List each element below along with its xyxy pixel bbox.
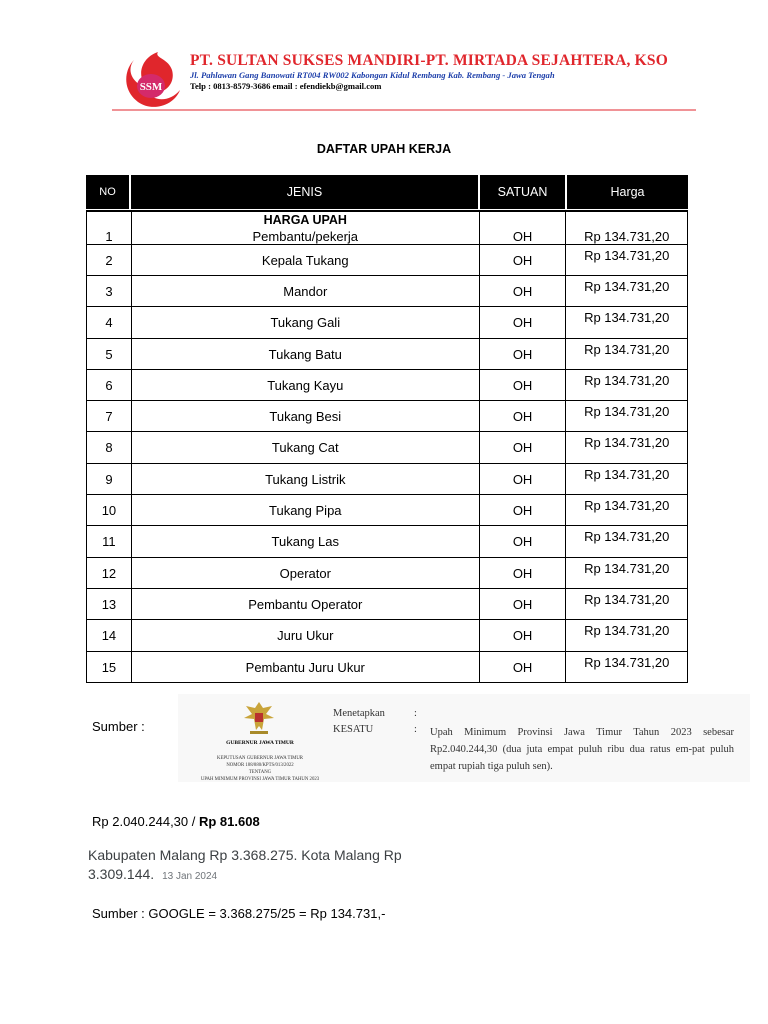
section-label: HARGA UPAH (132, 212, 480, 228)
cell-jenis: Juru Ukur (132, 620, 480, 651)
cell-satuan: OH (480, 432, 567, 463)
decree-line-1: KEPUTUSAN GUBERNUR JAWA TIMUR (216, 756, 303, 761)
cell-satuan: OH (480, 401, 567, 431)
decree-issuer: GUBERNUR JAWA TIMUR (226, 740, 294, 746)
cell-satuan: OH (480, 245, 567, 275)
cell-jenis: Operator (132, 558, 480, 588)
cell-no: 12 (87, 558, 132, 588)
cell-satuan: OH (480, 228, 567, 244)
cell-harga: Rp 134.731,20 (584, 623, 670, 638)
decree-menetapkan: Menetapkan (333, 708, 385, 719)
garuda-emblem-icon (238, 698, 280, 736)
cell-satuan: OH (480, 526, 567, 557)
cell-harga: Rp 134.731,20 (584, 561, 670, 576)
cell-no: 9 (87, 464, 132, 494)
cell-no: 10 (87, 495, 132, 525)
cell-harga: Rp 134.731,20 (584, 310, 670, 325)
letterhead-rule (112, 94, 696, 112)
malang-snippet-date: 13 Jan 2024 (162, 871, 218, 882)
cell-harga: Rp 134.731,20 (584, 342, 670, 357)
cell-jenis: Tukang Las (132, 526, 480, 557)
malang-snippet-text: Kabupaten Malang Rp 3.368.275. Kota Malang Rp 3.309.144. (88, 847, 402, 882)
cell-jenis: Tukang Pipa (132, 495, 480, 525)
cell-satuan: OH (480, 464, 567, 494)
cell-jenis: Tukang Cat (132, 432, 480, 463)
cell-no: 8 (87, 432, 132, 463)
cell-satuan: OH (480, 589, 567, 619)
table-row (86, 526, 688, 558)
table-row (86, 432, 688, 464)
logo-text: SSM (139, 81, 163, 93)
table-row (86, 620, 688, 652)
cell-no: 13 (87, 589, 132, 619)
table-row (86, 495, 688, 526)
table-body (86, 228, 688, 683)
cell-no: 7 (87, 401, 132, 431)
header-harga: Harga (610, 185, 645, 199)
cell-satuan: OH (480, 339, 567, 369)
decree-colon-2: : (414, 724, 417, 735)
cell-jenis: Tukang Besi (132, 401, 480, 431)
cell-harga: Rp 134.731,20 (584, 228, 670, 244)
table-row (86, 652, 688, 683)
company-contact: Telp : 0813-8579-3686 email : efendiekb@gmail.com (190, 81, 382, 91)
decree-kesatu: KESATU (333, 724, 374, 735)
cell-satuan: OH (480, 307, 567, 338)
decree-line-4: UPAH MINIMUM PROVINSI JAWA TIMUR TAHUN 2023 (200, 777, 320, 782)
cell-satuan: OH (480, 558, 567, 588)
cell-jenis: Mandor (132, 276, 480, 306)
cell-no: 15 (87, 652, 132, 682)
table-row (86, 307, 688, 339)
cell-no: 6 (87, 370, 132, 400)
cell-jenis: Pembantu/pekerja (132, 228, 480, 244)
table-row (86, 401, 688, 432)
cell-satuan: OH (480, 495, 567, 525)
table-row (86, 589, 688, 620)
decree-colon-1: : (414, 708, 417, 719)
cell-jenis: Pembantu Juru Ukur (132, 652, 480, 682)
cell-jenis: Tukang Gali (132, 307, 480, 338)
cell-satuan: OH (480, 652, 567, 682)
wage-calculation-daily: Rp 81.608 (198, 814, 260, 829)
cell-jenis: Tukang Kayu (132, 370, 480, 400)
cell-harga: Rp 134.731,20 (584, 655, 670, 670)
cell-jenis: Tukang Listrik (132, 464, 480, 494)
cell-no: 14 (87, 620, 132, 651)
cell-harga: Rp 134.731,20 (584, 373, 670, 388)
decree-text: Upah Minimum Provinsi Jawa Timur Tahun 2023 sebesar Rp2.040.244,30 (dua juta empat puluh ribu dua ratus em-pat puluh empat rupiah tiga puluh sen). (430, 727, 734, 772)
cell-satuan: OH (480, 276, 567, 306)
table-row (86, 276, 688, 307)
malang-snippet (88, 846, 408, 886)
section-cell-satuan (480, 212, 567, 228)
cell-harga: Rp 134.731,20 (584, 248, 670, 263)
company-address: Jl. Pahlawan Gang Banowati RT004 RW002 Kabongan Kidul Rembang Kab. Rembang - Jawa Tengah (190, 70, 555, 80)
table-row (86, 228, 688, 245)
cell-no: 2 (87, 245, 132, 275)
document-title: DAFTAR UPAH KERJA (316, 142, 452, 156)
section-row (86, 211, 688, 228)
section-cell-harga (566, 212, 687, 228)
cell-harga: Rp 134.731,20 (584, 435, 670, 450)
table-row (86, 558, 688, 589)
cell-satuan: OH (480, 370, 567, 400)
cell-no: 11 (87, 526, 132, 557)
cell-harga: Rp 134.731,20 (584, 529, 670, 544)
cell-no: 3 (87, 276, 132, 306)
cell-harga: Rp 134.731,20 (584, 498, 670, 513)
cell-harga: Rp 134.731,20 (584, 467, 670, 482)
company-name: PT. SULTAN SUKSES MANDIRI-PT. MIRTADA SEJAHTERA, KSO (190, 52, 668, 69)
header-no: NO (86, 175, 131, 209)
cell-jenis: Tukang Batu (132, 339, 480, 369)
wage-table (86, 175, 688, 683)
decree-line-2: NOMOR 188/880/KPTS/013/2022 (226, 763, 294, 768)
table-row (86, 370, 688, 401)
cell-harga: Rp 134.731,20 (584, 279, 670, 294)
wage-calculation-umr: Rp 2.040.244,30 / (92, 814, 199, 829)
header-satuan: SATUAN (480, 175, 567, 209)
cell-satuan: OH (480, 620, 567, 651)
header-jenis: JENIS (131, 175, 480, 209)
table-header (86, 175, 688, 209)
wage-calculation (92, 814, 260, 829)
table-row (86, 245, 688, 276)
table-row (86, 339, 688, 370)
cell-no: 5 (87, 339, 132, 369)
section-cell-no (87, 212, 132, 228)
google-source: Sumber : GOOGLE = 3.368.275/25 = Rp 134.731,- (92, 906, 386, 921)
decree-line-3: TENTANG (248, 770, 272, 775)
cell-harga: Rp 134.731,20 (584, 592, 670, 607)
table-row (86, 464, 688, 495)
source-label: Sumber : (92, 719, 145, 734)
cell-no: 1 (87, 228, 132, 244)
cell-harga: Rp 134.731,20 (584, 404, 670, 419)
cell-no: 4 (87, 307, 132, 338)
cell-jenis: Kepala Tukang (132, 245, 480, 275)
cell-jenis: Pembantu Operator (132, 589, 480, 619)
